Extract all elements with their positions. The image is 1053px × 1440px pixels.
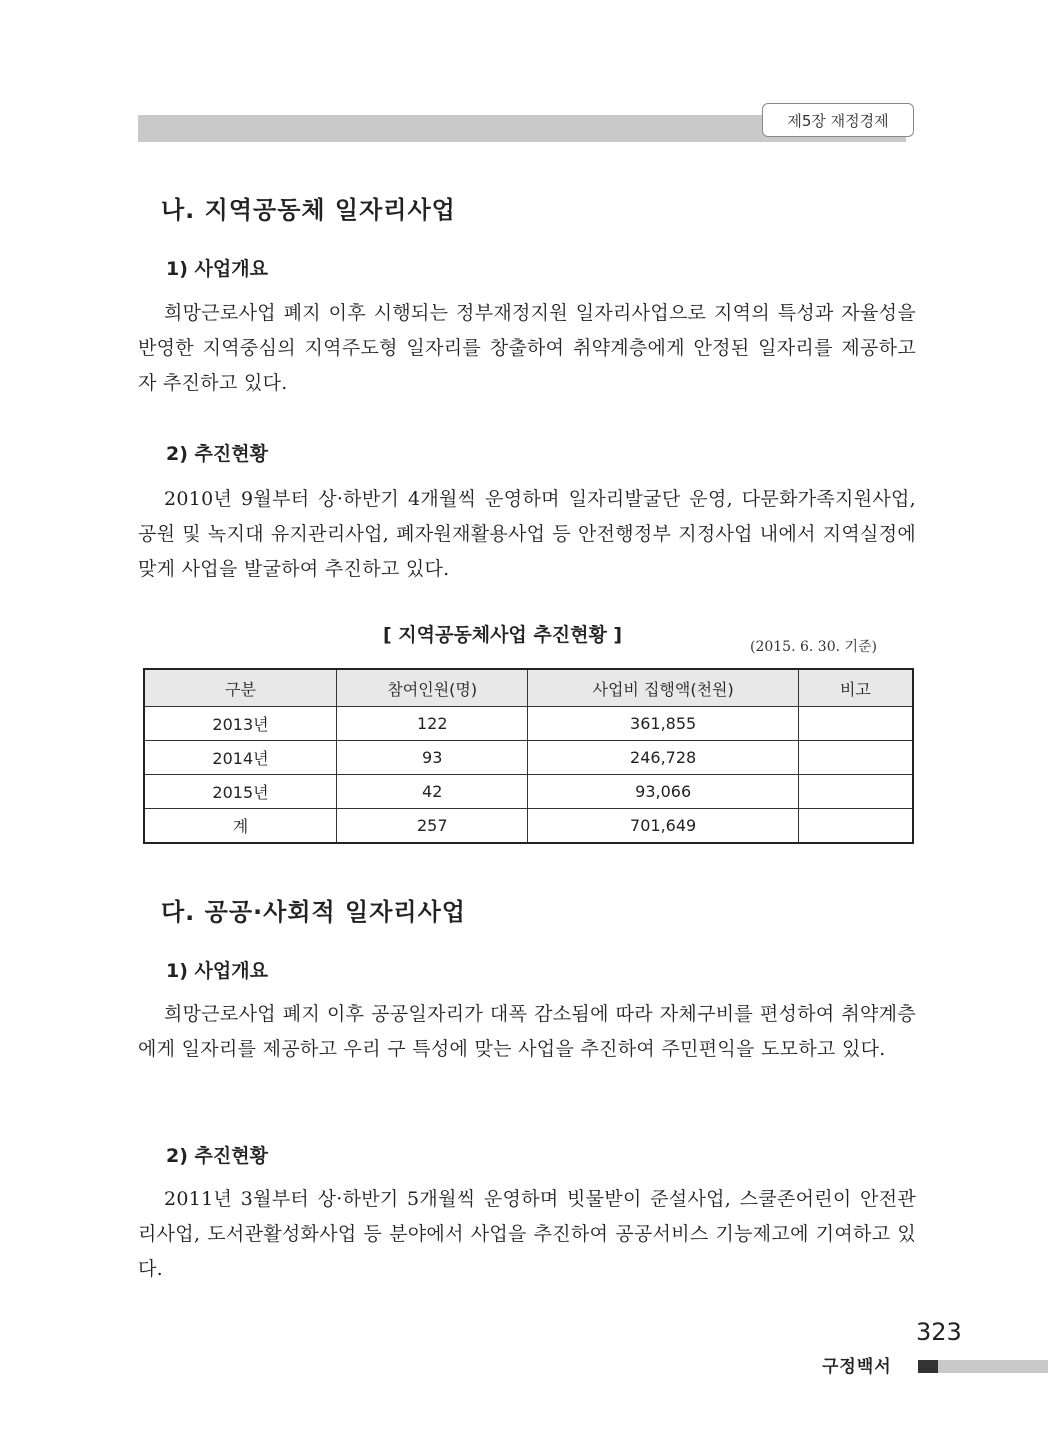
overview-text-da: 희망근로사업 폐지 이후 공공일자리가 대폭 감소됨에 따라 자체구비를 편성하여 취약계층에게 일자리를 제공하고 우리 구 특성에 맞는 사업을 추진하여 주민편익을 도모하고 있다.: [138, 1003, 916, 1060]
cell-expenditure: 246,728: [528, 741, 798, 775]
footer-bar-dark: [918, 1360, 938, 1373]
project-status-table: [143, 668, 914, 844]
cell-participants: 93: [337, 741, 528, 775]
cell-remarks: [798, 707, 913, 741]
status-heading-na: 2) 추진현황: [166, 443, 268, 465]
cell-remarks: [798, 775, 913, 809]
cell-expenditure: 93,066: [528, 775, 798, 809]
table-row: [144, 707, 913, 741]
chapter-label: 제5장 재정경제: [762, 103, 914, 137]
page-number: 323: [916, 1318, 962, 1346]
overview-heading-da: 1) 사업개요: [166, 960, 268, 982]
cell-year: 2013년: [144, 707, 337, 741]
table-date-note: (2015. 6. 30. 기준): [750, 639, 878, 655]
cell-total-remarks: [798, 809, 913, 844]
cell-year: 2015년: [144, 775, 337, 809]
section-title-na: 나. 지역공동체 일자리사업: [161, 196, 456, 224]
cell-remarks: [798, 741, 913, 775]
section-title-da: 다. 공공·사회적 일자리사업: [161, 898, 466, 926]
cell-participants: 42: [337, 775, 528, 809]
table-row: [144, 741, 913, 775]
table-header-row: [144, 669, 913, 707]
cell-year: 2014년: [144, 741, 337, 775]
header-expenditure: 사업비 집행액(천원): [528, 669, 798, 707]
header-remarks: 비고: [798, 669, 913, 707]
cell-participants: 122: [337, 707, 528, 741]
cell-total-participants: 257: [337, 809, 528, 844]
overview-heading-na: 1) 사업개요: [166, 258, 268, 280]
status-text-na: 2010년 9월부터 상·하반기 4개월씩 운영하며 일자리발굴단 운영, 다문화가족지원사업, 공원 및 녹지대 유지관리사업, 폐자원재활용사업 등 안전행정부 지정사업 내에서 지역실정에 맞게 사업을 발굴하여 추진하고 있다.: [138, 488, 916, 580]
header-category: 구분: [144, 669, 337, 707]
header-participants: 참여인원(명): [337, 669, 528, 707]
cell-total-expenditure: 701,649: [528, 809, 798, 844]
table-row: [144, 775, 913, 809]
table-caption: [ 지역공동체사업 추진현황 ]: [383, 624, 623, 646]
table-total-row: [144, 809, 913, 844]
footer-bar-light: [938, 1360, 1048, 1373]
book-title: 구정백서: [822, 1357, 892, 1377]
status-heading-da: 2) 추진현황: [166, 1145, 268, 1167]
status-text-da: 2011년 3월부터 상·하반기 5개월씩 운영하며 빗물받이 준설사업, 스쿨존어린이 안전관리사업, 도서관활성화사업 등 분야에서 사업을 추진하여 공공서비스 기능제고에 기여하고 있다.: [138, 1188, 916, 1280]
cell-expenditure: 361,855: [528, 707, 798, 741]
cell-total-label: 계: [144, 809, 337, 844]
overview-text-na: 희망근로사업 폐지 이후 시행되는 정부재정지원 일자리사업으로 지역의 특성과 자율성을 반영한 지역중심의 지역주도형 일자리를 창출하여 취약계층에게 안정된 일자리를 제공하고자 추진하고 있다.: [138, 302, 916, 394]
